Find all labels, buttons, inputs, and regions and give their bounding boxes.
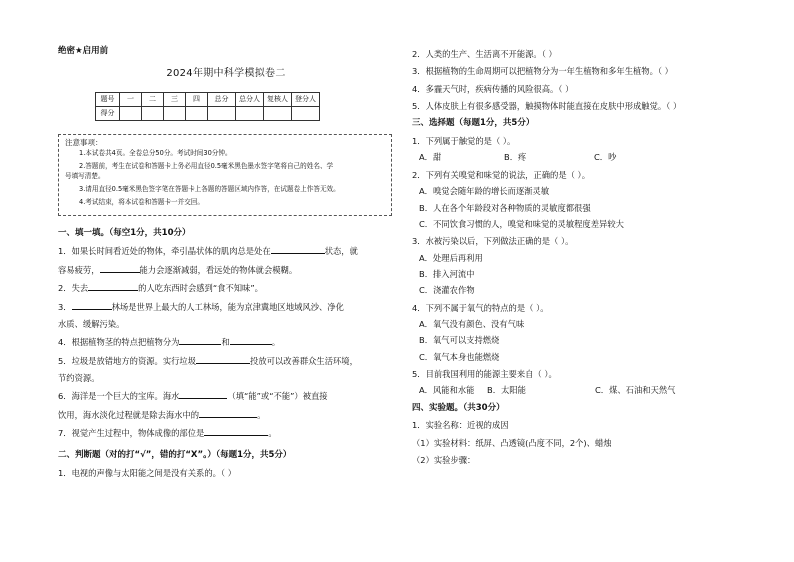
section-2-heading: 二、判断题（对的打“√”，错的打“X”。）（每题1分，共5分）: [58, 450, 292, 461]
question-text: 2．失去: [58, 283, 89, 294]
choice-option[interactable]: B．排入河流中: [419, 268, 475, 279]
choice-option[interactable]: C．浇灌农作物: [419, 285, 475, 296]
question-text: 。: [257, 409, 266, 420]
fill-question-5-cont: [58, 373, 394, 383]
score-cell[interactable]: [142, 107, 164, 121]
question-text: 饮用，海水淡化过程就是除去海水中的: [58, 409, 200, 420]
score-cell[interactable]: [236, 107, 264, 121]
choice-option[interactable]: A．风能和水能: [419, 385, 475, 396]
choice-option[interactable]: B．太阳能: [487, 385, 526, 396]
question-text: （填“能”或“不能”）被直接: [227, 391, 328, 402]
section-4-heading: 四、实验题。（共30分）: [412, 402, 505, 413]
question-text: 的人吃东西时会感到“食不知味”。: [138, 283, 263, 294]
fill-question-7: [58, 427, 394, 438]
question-text: 1．如果长时间看近处的物体，牵引晶状体的肌肉总是处在: [58, 246, 271, 257]
notes-item: 4.考试结束，将本试卷和答题卡一并交回。: [79, 197, 204, 206]
notes-item: 3.请用直径0.5毫米黑色签字笔在答题卡上各题的答题区域内作答，在试题卷上作答无效。: [79, 185, 340, 194]
question-text: 节约资源。: [58, 372, 100, 383]
notes-item: 号填写清楚。: [65, 172, 105, 181]
score-header-cell: 四: [186, 93, 208, 107]
question-text: 水质、缓解污染。: [58, 318, 125, 329]
choice-question-2: 2．下列有关嗅觉和味觉的说法，正确的是（ ）。: [412, 169, 591, 180]
experiment-steps: （2）实验步骤：: [412, 455, 476, 466]
choice-question-5: 5．目前我国利用的能源主要来自（ ）。: [412, 369, 557, 380]
choice-option[interactable]: A．甜: [419, 152, 442, 163]
score-row-label: 得分: [96, 107, 120, 121]
score-table-score-row: [96, 107, 320, 121]
choice-option[interactable]: C．吵: [594, 152, 617, 163]
question-text: 。: [271, 337, 281, 348]
choice-option[interactable]: A．嗅觉会随年龄的增长而逐渐灵敏: [419, 186, 550, 197]
notes-item: 1.本试卷共4页。全卷总分50分。考试时间30分钟。: [79, 149, 232, 158]
question-text: 4．根据植物茎的特点把植物分为: [58, 337, 180, 348]
choice-options-row: [412, 152, 742, 162]
left-column: [58, 46, 394, 478]
answer-blank[interactable]: [230, 336, 272, 345]
answer-blank[interactable]: [100, 264, 140, 273]
fill-question-2: [58, 282, 394, 293]
fill-question-1: [58, 245, 394, 256]
judge-question-1: 1．电视的声像与太阳能之间是没有关系的。（ ）: [58, 468, 237, 479]
question-text: 5．垃圾是放错地方的资源。实行垃圾: [58, 355, 197, 366]
choice-options-row: [412, 385, 742, 395]
score-table: [95, 92, 320, 121]
score-header-cell: 三: [164, 93, 186, 107]
exam-title: 2024年期中科学模拟卷二: [166, 68, 286, 79]
notes-box: [58, 134, 392, 216]
judge-question-5: 5．人体皮肤上有很多感受器，触摸物体时能直接在皮肤中形成触觉。（ ）: [412, 101, 682, 112]
choice-option[interactable]: A．氧气没有颜色、没有气味: [419, 319, 525, 330]
score-cell[interactable]: [120, 107, 142, 121]
question-text: 。: [268, 428, 277, 439]
choice-option[interactable]: C．不同饮食习惯的人，嗅觉和味觉的灵敏程度差异较大: [419, 218, 624, 229]
score-table-header-row: [96, 93, 320, 107]
question-text: 6．海洋是一个巨大的宝库。海水: [58, 391, 180, 402]
fill-question-3: [58, 301, 394, 312]
choice-question-1: 1．下列属于触觉的是（ ）。: [412, 136, 516, 147]
score-header-cell: 题号: [96, 93, 120, 107]
choice-option[interactable]: B．人在各个年龄段对各种物质的灵敏度都很强: [419, 202, 591, 213]
choice-question-3: 3．水被污染以后，下列做法正确的是（ ）。: [412, 236, 574, 247]
score-header-cell: 二: [142, 93, 164, 107]
choice-option[interactable]: B．疼: [504, 152, 527, 163]
choice-option[interactable]: C．煤、石油和天然气: [595, 385, 676, 396]
right-column: [412, 46, 742, 466]
fill-question-1-cont: [58, 264, 394, 275]
choice-option[interactable]: C．氧气本身也能燃烧: [419, 351, 500, 362]
question-text: 投放可以改善群众生活环境，: [250, 355, 358, 366]
section-1-heading: 一、填一填。（每空1分，共10分）: [58, 227, 191, 238]
notes-title: 注意事项：: [65, 138, 103, 147]
answer-blank[interactable]: [179, 336, 221, 345]
score-header-cell: 总分人: [236, 93, 264, 107]
fill-question-6: [58, 390, 394, 401]
answer-blank[interactable]: [204, 427, 268, 436]
section-3-heading: 三、选择题（每题1分，共5分）: [412, 118, 535, 129]
score-cell[interactable]: [186, 107, 208, 121]
answer-blank[interactable]: [179, 390, 227, 399]
answer-blank[interactable]: [196, 355, 250, 364]
score-cell[interactable]: [164, 107, 186, 121]
score-cell[interactable]: [208, 107, 236, 121]
choice-question-4: 4．下列不属于氧气的特点的是（ ）。: [412, 302, 549, 313]
score-header-cell: 一: [120, 93, 142, 107]
experiment-materials: （1）实验材料：纸屏、凸透镜(凸度不同，2个)、蜡烛: [412, 437, 612, 448]
answer-blank[interactable]: [271, 245, 325, 254]
fill-question-3-cont: [58, 319, 394, 329]
question-text: 林场是世界上最大的人工林场，能为京津冀地区地域风沙、净化: [111, 301, 344, 312]
score-cell[interactable]: [292, 107, 320, 121]
question-text: 和: [221, 337, 230, 348]
score-cell[interactable]: [264, 107, 292, 121]
answer-blank[interactable]: [88, 282, 138, 291]
experiment-question-1: 1．实验名称：近视的成因: [412, 420, 509, 431]
secret-label: 绝密★启用前: [58, 46, 109, 56]
score-header-cell: 总分: [208, 93, 236, 107]
question-text: 容易疲劳，: [58, 264, 100, 275]
fill-question-6-cont: [58, 409, 394, 420]
choice-option[interactable]: A．处理后再利用: [419, 252, 483, 263]
question-text: 状态，就: [324, 246, 358, 257]
score-header-cell: 登分人: [292, 93, 320, 107]
judge-question-3: 3．根据植物的生命周期可以把植物分为一年生植物和多年生植物。（ ）: [412, 66, 673, 77]
answer-blank[interactable]: [72, 301, 112, 310]
judge-question-4: 4．多霾天气时，疾病传播的风险很高。（ ）: [412, 83, 574, 94]
choice-option[interactable]: B．氧气可以支持燃烧: [419, 335, 500, 346]
question-text: 能力会逐渐减弱，看远处的物体就会模糊。: [139, 264, 298, 275]
fill-question-5: [58, 355, 394, 366]
score-header-cell: 复核人: [264, 93, 292, 107]
judge-question-2: 2．人类的生产、生活离不开能源。（ ）: [412, 49, 557, 59]
notes-item: 2.答题前，考生在试卷和答题卡上务必用直径0.5毫米黑色墨水签字笔将自己的姓名、学: [79, 162, 334, 171]
fill-question-4: [58, 336, 394, 347]
question-text: 3．: [58, 301, 72, 312]
question-text: 7．视觉产生过程中，物体成像的部位是: [58, 428, 205, 439]
answer-blank[interactable]: [199, 409, 257, 418]
